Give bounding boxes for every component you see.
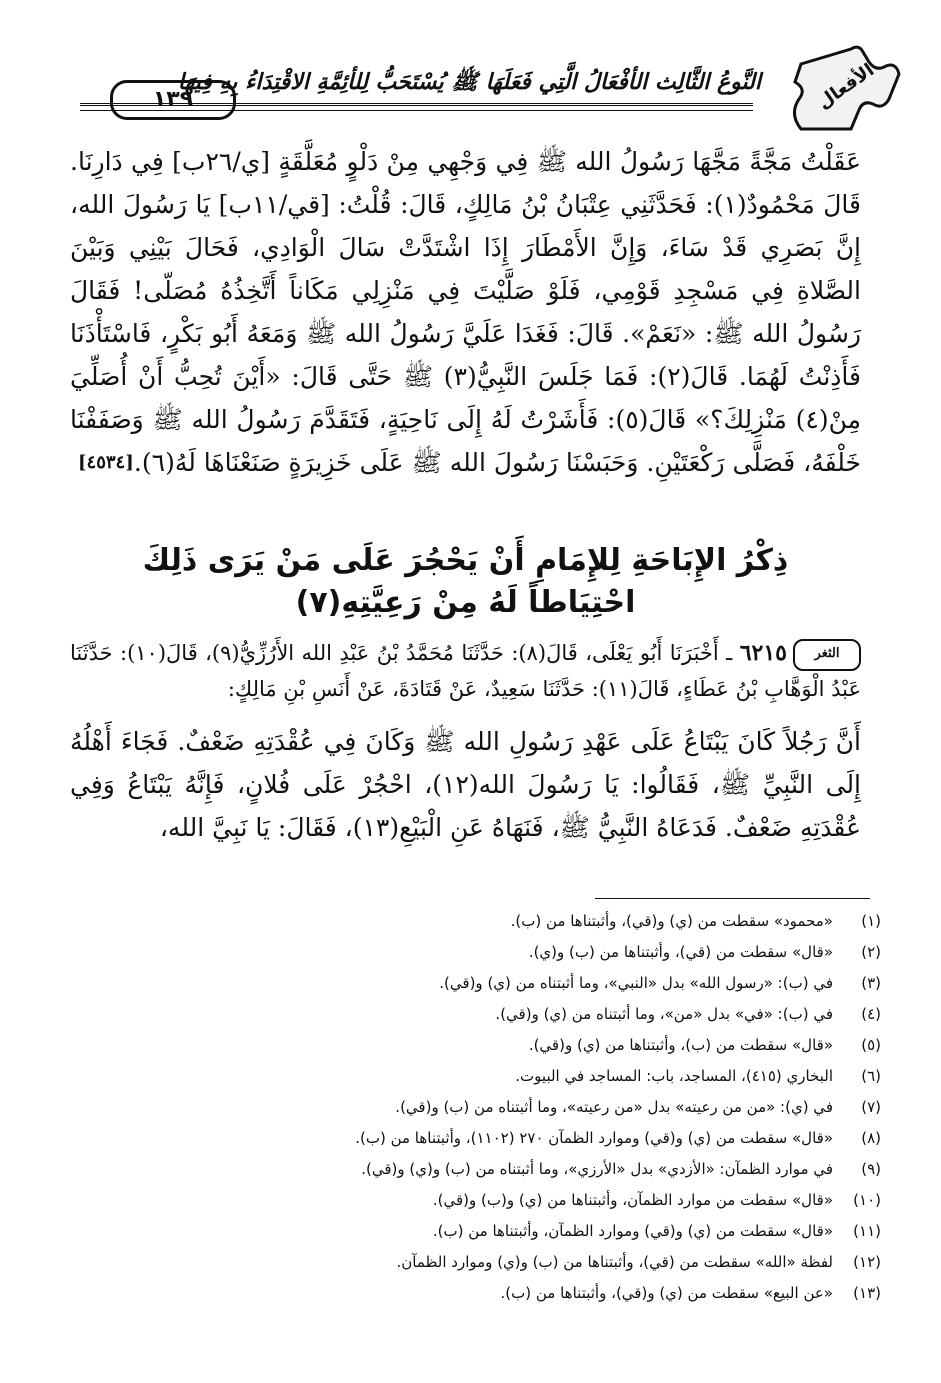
footnote-text: «عن البيع» سقطت من (ي) و(قي)، وأثبتناها من (ب). xyxy=(500,1284,833,1302)
footnote xyxy=(150,1061,881,1092)
footnote-number: (٣) xyxy=(861,974,881,992)
footnote-number: (٤) xyxy=(861,1005,881,1023)
footnote-number: (٥) xyxy=(861,1036,881,1054)
footnote-number: (١٢) xyxy=(853,1253,881,1271)
footnotes xyxy=(150,906,881,1309)
footnote-text: لفظة «الله» سقطت من (قي)، وأثبتناها من (ب) و(ي) وموارد الظمآن. xyxy=(396,1253,833,1271)
footnote-text: في موارد الظمآن: «الأزدي» بدل «الأرزي»، وما أثبتناه من (ب) و(ي) و(قي). xyxy=(361,1160,833,1178)
paragraph xyxy=(70,140,861,484)
footnote xyxy=(150,1216,881,1247)
section-heading-line-1: ذِكْرُ الإِبَاحَةِ لِلإِمَامِ أَنْ يَحْجُرَ عَلَى مَنْ يَرَى ذَلِكَ xyxy=(142,543,789,578)
running-title: النَّوعُ الثَّالِث الأفْعَالُ الَّتِي فَعَلَهَا ﷺ يُسْتَحَبُّ لِلأئِمَّةِ الاقْتِدَاءُ بِهِ فِيهَا xyxy=(177,70,761,95)
footnote-number: (٦) xyxy=(861,1067,881,1085)
chapter-tab-puzzle-icon xyxy=(781,44,901,134)
hadith-isnad xyxy=(70,635,861,707)
footnote-number: (٩) xyxy=(861,1160,881,1178)
footnote-number: (٧) xyxy=(861,1098,881,1116)
page-number: ١٣٩ xyxy=(110,80,236,120)
footnote xyxy=(150,1123,881,1154)
footnote-text: في (ي): «من من رعيته» بدل «من رعيته»، وما أثبتناه من (ب) و(قي). xyxy=(395,1098,833,1116)
footnote xyxy=(150,1185,881,1216)
hadith-matn: أَنَّ رَجُلاً كَانَ يَبْتَاعُ عَلَى عَهْدِ رَسُولِ الله ﷺ وَكَانَ فِي عُقْدَتِهِ ضَعْفٌ. فَجَاءَ أَهْلُهُ إِلَى النَّبِيِّ ﷺ، فَقَالُوا: يَا رَسُولَ الله(١٢)، احْجُرْ عَلَى فُلانٍ، فَإِنَّهُ يَبْتَاعُ وَفِي عُقْدَتِهِ ضَعْفٌ. فَدَعَاهُ النَّبِيُّ ﷺ، فَنَهَاهُ عَنِ الْبَيْعِ(١٣)، فَقَالَ: يَا نَبِيَّ الله، xyxy=(70,727,862,842)
footnote-text: «قال» سقطت من (ي) و(قي) وموارد الظمآن ٢٧٠ (١١٠٢)، وأثبتناها من (ب). xyxy=(355,1129,833,1147)
footnote-number: (٨) xyxy=(861,1129,881,1147)
paragraph-text: عَقَلْتُ مَجَّةً مَجَّهَا رَسُولُ الله ﷺ فِي وَجْهِي مِنْ دَلْوٍ مُعَلَّقَةٍ [ي/٢٦ب] فِي دَارِنَا. قَالَ مَحْمُودٌ(١): فَحَدَّثَنِي عِتْبَانُ بْنُ مَالِكٍ، قَالَ: قُلْتُ: [قي/١١ب] يَا رَسُولَ الله، إِنَّ بَصَرِي قَدْ سَاءَ، وَإِنَّ الأَمْطَارَ إِذَا اشْتَدَّتْ سَالَ الْوَادِي، فَحَالَ بَيْنِي وَبَيْنَ الصَّلاةِ فِي مَسْجِدِ قَوْمِي، فَلَوْ صَلَّيْتَ فِي مَنْزِلِي مَكَاناً أَتَّخِذُهُ مُصَلّى! فَقَالَ رَسُولُ الله ﷺ: «نَعَمْ». قَالَ: فَغَدَا عَلَيَّ رَسُولُ الله ﷺ وَمَعَهُ أَبُو بَكْرٍ، فَاسْتَأْذَنَا فَأَذِنْتُ لَهُمَا. قَالَ(٢): فَمَا جَلَسَ النَّبِيُّ(٣) ﷺ حَتَّى قَالَ: «أَيْنَ تُحِبُّ أَنْ أُصَلِّيَ مِنْ(٤) مَنْزِلِكَ؟» قَالَ(٥): فَأَشَرْتُ لَهُ إِلَى نَاحِيَةٍ، فَتَقَدَّمَ رَسُولُ الله ﷺ وَصَفَفْنَا خَلْفَهُ، فَصَلَّى رَكْعَتَيْنِ. وَحَبَسْنَا رَسُولَ الله ﷺ عَلَى خَزِيرَةٍ صَنَعْنَاهَا لَهُ(٦). xyxy=(70,147,861,477)
footnote-number: (١) xyxy=(861,912,881,930)
footnote xyxy=(150,1092,881,1123)
source-badge: الثغر xyxy=(793,639,861,671)
footnote-text: «قال» سقطت من (قي)، وأثبتناها من (ب) و(ي). xyxy=(528,943,833,961)
section-heading xyxy=(70,540,861,624)
footnote-number: (١٠) xyxy=(853,1191,881,1209)
footnote-text: «محمود» سقطت من (ي) و(قي)، وأثبتناها من (ب). xyxy=(510,912,833,930)
page-header xyxy=(70,40,901,135)
footnote-text: «قال» سقطت من موارد الظمآن، وأثبتناها من (ي) و(ب) و(قي). xyxy=(432,1191,833,1209)
footnote xyxy=(150,1154,881,1185)
footnote xyxy=(150,999,881,1030)
footnote-text: «قال» سقطت من (ب)، وأثبتناها من (ي) و(قي). xyxy=(528,1036,833,1054)
footnote-number: (١١) xyxy=(853,1222,881,1240)
isnad-text: ـ أَخْبَرَنَا أَبُو يَعْلَى، قَالَ(٨): حَدَّثَنَا مُحَمَّدُ بْنُ عَبْدِ الله الأَرُزِّيُّ(٩)، قَالَ(١٠): حَدَّثَنَا عَبْدُ الْوَهَّابِ بْنُ عَطَاءٍ، قَالَ(١١): حَدَّثَنَا سَعِيدٌ، عَنْ قَتَادَةَ، عَنْ أَنَسِ بْنِ مَالِكٍ: xyxy=(70,641,861,701)
footnote-text: البخاري (٤١٥)، المساجد، باب: المساجد في البيوت. xyxy=(515,1067,833,1085)
footnote-text: في (ب): «رسول الله» بدل «النبي»، وما أثبتناه من (ي) و(قي). xyxy=(439,974,833,992)
footnote xyxy=(150,937,881,968)
section-heading-line-2: احْتِيَاطاً لَهُ مِنْ رَعِيَّتِهِ(٧) xyxy=(295,585,636,620)
footnote-divider xyxy=(595,898,870,899)
footnote xyxy=(150,1247,881,1278)
footnote-text: «قال» سقطت من (ي) و(قي) وموارد الظمآن، وأثبتناها من (ب). xyxy=(432,1222,833,1240)
footnote xyxy=(150,906,881,937)
main-text xyxy=(70,140,861,484)
footnote-number: (١٣) xyxy=(853,1284,881,1302)
footnote-text: في (ب): «في» بدل «من»، وما أثبتناه من (ي) و(قي). xyxy=(495,1005,833,1023)
chapter-tab-label: الأفعال xyxy=(813,59,879,114)
reference-number: [٤٥٣٤] xyxy=(78,452,134,473)
footnote-number: (٢) xyxy=(861,943,881,961)
footnote xyxy=(150,1030,881,1061)
footnote xyxy=(150,968,881,999)
footnote xyxy=(150,1278,881,1309)
hadith-number: ٦٢١٥ xyxy=(739,640,787,666)
